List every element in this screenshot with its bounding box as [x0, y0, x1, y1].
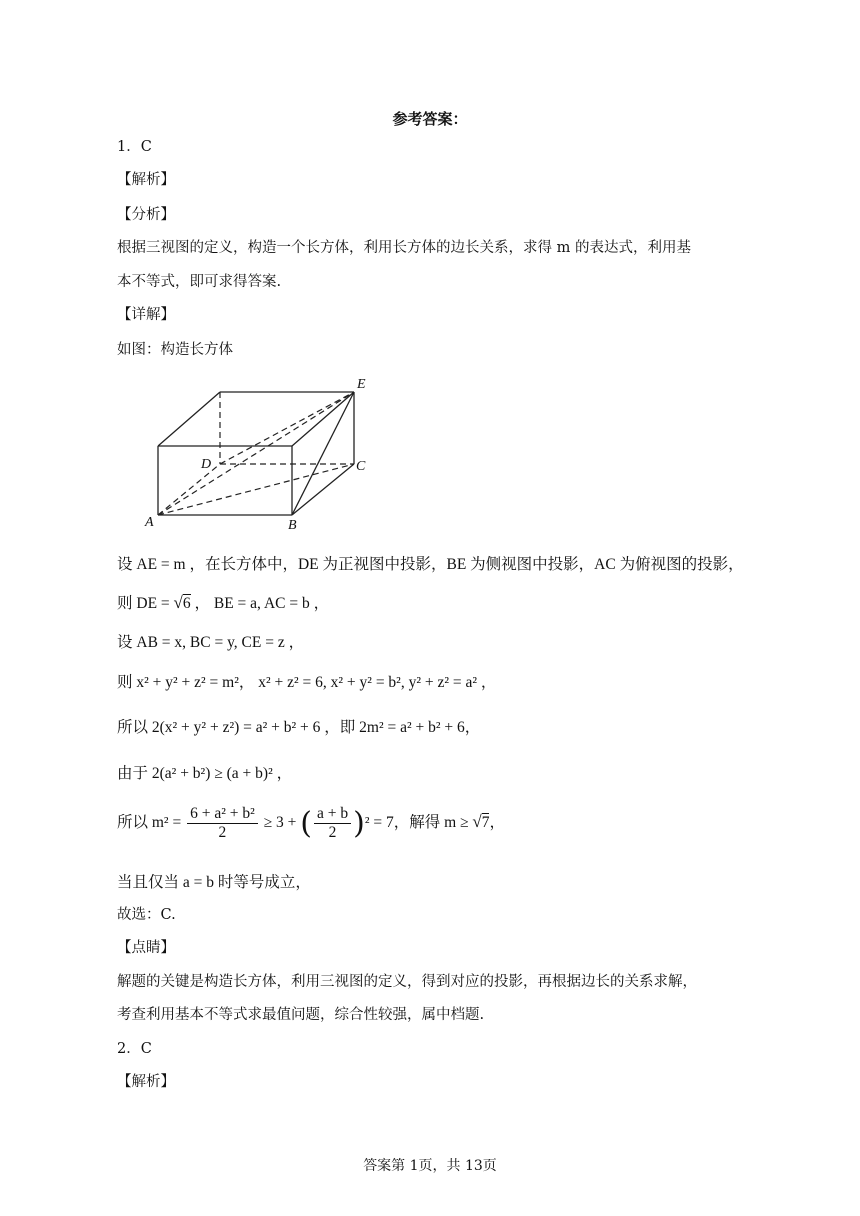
- q1-line-DE-b: ， BE = a, AC = b ，: [190, 595, 330, 612]
- q1-fenxi-heading: 【分析】: [117, 207, 175, 223]
- q1-line-set-AE: 设 AE = m ，在长方体中，DE 为正视图中投影，BE 为侧视图中投影，AC 为俯视图的投影，: [117, 556, 744, 573]
- q1-fenxi-line1: 根据三视图的定义，构造一个长方体，利用长方体的边长关系，求得 m 的表达式，利用基: [117, 240, 691, 256]
- q1-line-result: 所以 m² = $\frac{\text{6 + a² + b²}}{2}$ ≥ 3 + ( $\frac{a + b}{2}$ )² = 7，解得 m ≥ √7，: [117, 805, 505, 841]
- label-A: A: [145, 515, 154, 530]
- q1-line-choice: 故选：C.: [117, 907, 176, 923]
- q1-answer: 1．C: [117, 139, 152, 155]
- label-B: B: [288, 518, 297, 532]
- q1-jiexi-heading: 【解析】: [117, 172, 175, 188]
- page-title: 参考答案：: [392, 110, 468, 128]
- q1-line-squares: 则 x² + y² + z² = m²， x² + z² = 6, x² + y² = b², y² + z² = a² ，: [117, 674, 497, 691]
- q2-answer: 2．C: [117, 1041, 152, 1057]
- q1-dianjing-line2: 考查利用基本不等式求最值问题，综合性较强，属中档题.: [117, 1007, 485, 1023]
- label-D: D: [201, 457, 212, 472]
- label-E: E: [357, 377, 366, 392]
- q1-line-DE-a: 则 DE =: [117, 595, 174, 612]
- q1-line-DE-rad: 6: [182, 595, 191, 612]
- q1-xiangjie-heading: 【详解】: [117, 307, 175, 323]
- q1-line-set-AB: 设 AB = x, BC = y, CE = z ，: [117, 634, 305, 651]
- fraction-1: $\frac{\text{6 + a² + b²}}{2}$: [187, 805, 258, 842]
- q1-line-inequality: 由于 2(a² + b²) ≥ (a + b)² ，: [117, 765, 293, 782]
- fraction-2: $\frac{a + b}{2}$: [314, 805, 351, 842]
- q1-line-equality: 当且仅当 a = b 时等号成立，: [117, 874, 311, 891]
- sqrt-sign: √: [173, 593, 183, 612]
- q1-xiangjie-intro: 如图：构造长方体: [117, 342, 233, 358]
- label-C: C: [356, 459, 366, 474]
- page-footer: 答案第 1页，共 13页: [363, 1158, 497, 1174]
- q1-dianjing-line1: 解题的关键是构造长方体，利用三视图的定义，得到对应的投影，再根据边长的关系求解，: [117, 974, 697, 990]
- q1-dianjing-heading: 【点睛】: [117, 940, 175, 956]
- q1-line-DE: [117, 591, 329, 613]
- q1-line-sum: 所以 2(x² + y² + z²) = a² + b² + 6 ，即 2m² = a² + b² + 6，: [117, 719, 481, 736]
- q1-fenxi-line2: 本不等式，即可求得答案.: [117, 274, 282, 290]
- cuboid-figure: [140, 372, 380, 532]
- q2-jiexi-heading: 【解析】: [117, 1074, 175, 1090]
